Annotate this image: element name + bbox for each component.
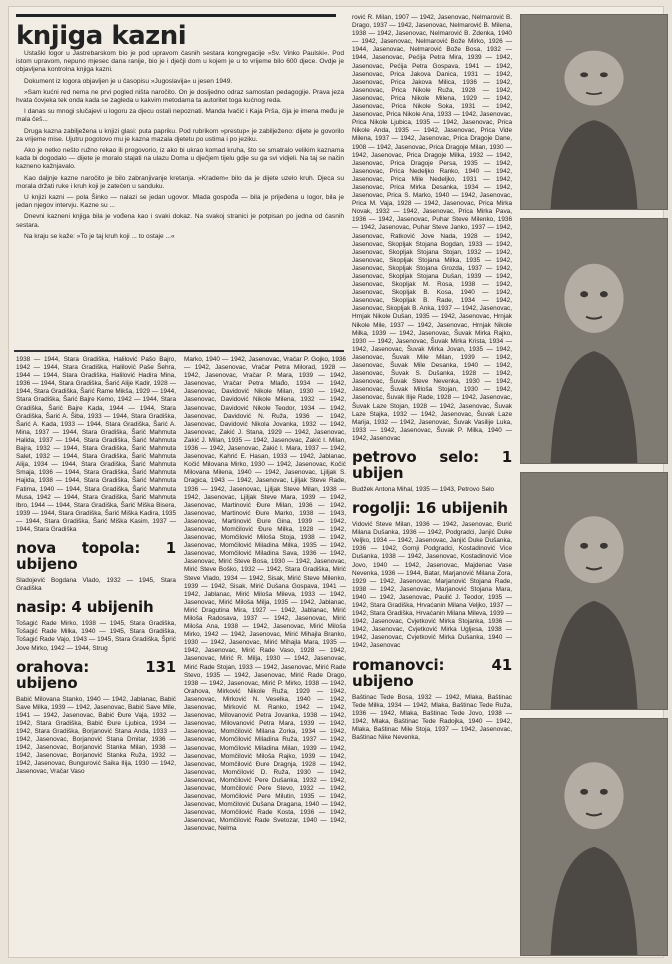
intro-paragraph: Ustaški logor u Jastrebarskom bio je pod upravom časnih sestara kongregacije »Sv. Vinko Paulski«. Pod istom upravom, nepuno mjesec dana ranije, bio je i dječji dom u kojem je u to vrijeme bilo 600 djece. Ovdje je objavljena kontrolna knjiga kazni.	[16, 50, 344, 74]
child-photo-1	[520, 14, 668, 210]
victim-list: Budžek Antona Mihal, 1935 — 1943, Petrovo Selo	[352, 485, 495, 493]
newspaper-page	[8, 6, 664, 958]
intro-paragraph: Kao daljnje kazne naročito je bilo zabranjivanje kretanja. »Kradem« bilo da je dijete uzelo kruh. Djeca su morala držati ruke i kruh koji je zatečen u sanduku.	[16, 174, 344, 190]
child-photo-4	[520, 718, 668, 956]
child-photo-icon	[521, 473, 667, 709]
section-divider	[14, 350, 344, 352]
page-title: knjiga kazni	[16, 14, 336, 51]
village-heading: nova topola: 1 ubijeno	[16, 539, 176, 574]
victim-list: Baštinac Tede Bosa, 1932 — 1942, Mlaka, Baštinac Tede Milka, 1934 — 1942, Mlaka, Baštinac Tede Ruža, 1936 — 1942, Mlaka, Baštinac Tede Jovo, 1938 — 1942, Mlaka, Baštinac Tede Radojka, 1940 — 1942, Mlaka, Baštinac Mile Stoja, 1937 — 1942, Jasenovac, Baštinac Nike Nevenka,	[352, 693, 512, 742]
victims-column-1	[16, 356, 176, 956]
victim-list: Sladojević Bogdana Vlado, 1932 — 1945, Stara Gradiška	[16, 577, 176, 593]
victim-list: Vidović Steve Milan, 1936 — 1942, Jasenovac, Đurić Milana Dušanka, 1936 — 1942, Podgradci, Janjić Duke Veljko, 1934 — 1942, Jasenovac, Janjić Duke Dušanka, 1936 — 1942, Gornji Podgradci, Kostadinović Vice Dušanka, 1938 — 1942, Jasenovac, Kostadinović Vice Jovo, 1940 — 1942, Jasenovac, Majdenac Vase Nevenka, 1936 — 1944, Batar, Marjanović Milana Zora, 1929 — 1942, Jasenovac, Marjanović Stojana Rade, 1938 — 1942, Jasenovac, Marjanović Stojana Mara, 1940 — 1942, Jasenovac, Paulić J. Teodor, 1935 — 1942, Stara Gradiška, Hrvaćanin Milana Veljko, 1937 — 1942, Stara Gradiška, Hrvaćanin Milana Mileva, 1939 — 1942, Jasenovac, Cvjetković Mirka Stojanka, 1936 — 1942, Jasenovac, Cvjetković Mirka Ugljesa, 1938 — 1942, Jasenovac, Cvjetković Mirka Dušanka, 1940 — 1942, Jasenovac	[352, 521, 512, 650]
victim-list: rović R. Milan, 1907 — 1942, Jasenovac, Nelmarović B. Drago, 1937 — 1942, Jasenovac, Nelmarović B. Milena, 1938 — 1942, Jasenovac, Nelmarović B. Zdenka, 1940 — 1942, Jasenovac, Nelmarović Bože Mirko, 1926 — 1944, Jasenovac, Nelmarović Bože Bosa, 1932 — 1944, Jasenovac, Pećija Petra Mira, 1939 — 1942, Jasenovac, Pećija Petra Gospava, 1941 — 1942, Jasenovac, Prica Jakova Danica, 1931 — 1942, Jasenovac, Prica Jakova Milica, 1936 — 1942, Jasenovac, Prica Nikole Ruža, 1928 — 1942, Jasenovac, Prica Nikole Milena, 1929 — 1942, Jasenovac, Prica Nikole Soka, 1931 — 1942, Jasenovac, Prica Nikole Ana, 1933 — 1942, Jasenovac, Prica Nikole Ljubica, 1935 — 1942, Jasenovac, Prica Nikole Anda, 1935 — 1942, Jasenovac, Prica Vide Milena, 1937 — 1942, Jasenovac, Prica Dragoje Dane, 1908 — 1942, Jasenovac, Prica Dragoje Milan, 1930 — 1942, Jasenovac, Prica Dragoje Milka, 1932 — 1942, Jasenovac, Prica Dragoje Persa, 1935 — 1942, Jasenovac, Prica Nedeljko Ranko, 1940 — 1942, Jasenovac, Prica Mile Nedeljko, 1931 — 1942, Jasenovac, Prica Mirka Desanka, 1934 — 1942, Jasenovac, Prica S. Marko, 1940 — 1942, Jasenovac, Prica M. Vaja, 1928 — 1942, Jasenovac, Prica Mirka Novak, 1932 — 1942, Jasenovac, Prica Mirka Pava, 1936 — 1942, Jasenovac, Puhar Steve Milenko, 1936 — 1942, Jasenovac, Puhar Steve Janko, 1937 — 1942, Jasenovac, Ratković Jove Nada, 1928 — 1942, Jasenovac, Skopljak Stojana Bogdan, 1933 — 1942, Jasenovac, Skopljak Stojana Stojan, 1932 — 1942, Jasenovac, Skopljak Stojana Milka, 1935 — 1942, Jasenovac, Skopljak Stojana Grozda, 1937 — 1942, Jasenovac, Skopljak Stojana Dušan, 1939 — 1942, Jasenovac, Skopljak M. Rosa, 1938 — 1942, Jasenovac, Skopljak B. Kosa, 1940 — 1942, Jasenovac, Skopljak B. Rade, 1934 — 1942, Jasenovac, Skopljak B. Anka, 1937 — 1942, Jasenovac, Hrnjak Nikole Dušan, 1935 — 1942, Jasenovac, Hrnjak Nikole Mile, 1937 — 1942, Jasenovac, Hrnjak Nikole Milka, 1939 — 1942, Jasenovac, Šuvak Mirka Rajko, 1930 — 1942, Jasenovac, Šuvak Mirka Krista, 1934 — 1942, Jasenovac, Šuvak Mirka Jovan, 1935 — 1942, Jasenovac, Šuvak Mile Milan, 1939 — 1942, Jasenovac, Šuvak Mile Desanka, 1940 — 1942, Jasenovac, Šuvak S. Dušanka, 1928 — 1942, Jasenovac, Šuvak Steve Nevenka, 1930 — 1942, Jasenovac, Šuvak Miloša Stojan, 1930 — 1942, Jasenovac, Šuvak Ilije Rade, 1928 — 1942, Jasenovac, Šuvak Laze Stojan, 1928 — 1942, Jasenovac, Šuvak Laze Stajka, 1932 — 1942, Jasenovac, Šuvak Laze Marija, 1932 — 1942, Jasenovac, Šuvak Vasilije Luka, 1933 — 1942, Jasenovac, Šuvak P. Milka, 1940 — 1942, Jasenovac	[352, 14, 512, 442]
child-photo-icon	[521, 219, 667, 463]
village-heading: petrovo selo: 1 ubijen	[352, 447, 512, 482]
victims-column-2	[184, 356, 346, 956]
intro-paragraph: U knjizi kazni — pola Šinko — nalazi se jedan ugovor. Mlada gospođa — bila je prijeđena u logor, bila je jedan njegov intervju. Kazne su ...	[16, 194, 344, 210]
village-heading: orahova: 131 ubijeno	[16, 657, 176, 692]
village-heading: romanovci: 41 ubijeno	[352, 655, 512, 690]
intro-paragraph: Dokument iz logora objavljen je u časopisu »Jugoslavija« u jesen 1949.	[24, 77, 233, 85]
child-photo-icon	[521, 719, 667, 955]
intro-paragraph: Na kraju se kaže: »To je taj kruh koji ... to ostaje ...«	[24, 232, 175, 240]
child-photo-3	[520, 472, 668, 710]
child-photo-2	[520, 218, 668, 464]
intro-paragraph: Druga kazna zabilježena u knjizi glasi: puta papriku. Pod rubrikom »prestup« je zabilježeno: dijete je govorilo za vrijeme mise. Ujutru pogotovo mu je kazna mazala djetetu po ustima i po jeziku.	[16, 127, 344, 143]
intro-paragraph: Ako je netko nešto ružno rekao ili progovorio, iz ako bi ukrao komad kruha, što se smatralo velikim kaznama kada bi dogodalo — dijete je moralo stajati na ulazu Doma u dječjem tijelu gdje su ga svi vidjeli. Na taj se način kazneno kažnjavalo.	[16, 147, 344, 171]
intro-paragraph: »Sam kućni red nema ne prvi pogled ništa naročito. On je dosljedno odraz samostan pedagogije. Prava jeza hvata čovjeka tek onda kada se zagleda u kakvim metodama ta autoritet toga kućnog reda.	[16, 88, 344, 105]
intro-paragraph: Dnevni kazneni knjiga bila je vođena kao i svaki dokaz. Na svakoj stranici je potpisan po jedna od časnih sestara.	[16, 213, 344, 229]
photo-strip	[520, 14, 668, 956]
village-heading: nasip: 4 ubijenih	[16, 598, 154, 617]
child-photo-icon	[521, 15, 667, 209]
victim-list: Marko, 1940 — 1942, Jasenovac, Vračar P. Gojko, 1936 — 1942, Jasenovac, Vračar Petra Milorad, 1928 — 1942, Jasenovac, Vračar P. Mara, 1939 — 1942, Jasenovac, Vračar Petra Mlađo, 1934 — 1942, Jasenovac, Davidović Nikole Milan, 1930 — 1942, Jasenovac, Davidović Nikole Milena, 1932 — 1942, Jasenovac, Davidović Nikole Teodor, 1934 — 1942, Jasenovac, Davidović N. Ruža, 1936 — 1942, Jasenovac, Davidović Nikola Jovanka, 1932 — 1942, Jasenovac, Zakić J. Stana, 1929 — 1942, Jasenovac, Zakić J. Milan, 1935 — 1942, Jasenovac, Zakić I. Milan, 1936 — 1942, Jasenovac, Zakić I. Mara, 1937 — 1942, Jasenovac, Kahrić E. Hasan, 1933 — 1942, Jablanac, Kočić Milovana Mirko, 1930 — 1942, Jasenovac, Kočić Milovana Milena, 1940 — 1942, Jasenovac, Ljiljak S. Dragica, 1943 — 1942, Jasenovac, Ljiljak Steve Rade, 1936 — 1942, Jasenovac, Ljiljak Steve Milan, 1938 — 1942, Jasenovac, Ljiljak Steve Mara, 1939 — 1942, Jasenovac, Martinović Đure Milan, 1936 — 1942, Jasenovac, Martinović Đure Marko, 1938 — 1943, Jasenovac, Martinović Đure Gina, 1939 — 1942, Jasenovac, Momčilović Đure Milka, 1928 — 1942, Jasenovac, Momčilović Miloša Stoja, 1938 — 1942, Jasenovac, Momčilović Miladina Milka, 1935 — 1942, Jasenovac, Momčilović Miladina Sava, 1936 — 1942, Jasenovac, Mirić Steve Bosa, 1930 — 1942, Jasenovac, Mirić Steve Boško, 1932 — 1942, Stara Gradiška, Mirić Steve Vlado, 1934 — 1942, Sisak, Mirić Steve Milenko, 1939 — 1942, Sisak, Mirić Dušana Gospava, 1941 — 1942, Jablanac, Mirić Miloša Mileva, 1933 — 1942, Jasenovac, Mirić Miloša Milja, 1935 — 1942, Jablanac, Mirić Dragutina Mira, 1927 — 1942, Jablanac, Mirić Miloša Radosava, 1937 — 1942, Jasenovac, Mirić Miloša Ana, 1938 — 1942, Jasenovac, Mirić Miloša Mirko, 1942 — 1942, Jasenovac, Mirić Mihajla Branko, 1930 — 1942, Jasenovac, Mirić Mihajla Mara, 1935 — 1942, Jasenovac, Mirić Rade Vaso, 1928 — 1942, Jasenovac, Mirić R. Milja, 1930 — 1942, Jasenovac, Mirić Rade Stojan, 1933 — 1942, Jasenovac, Mirić Rade Stevo, 1935 — 1942, Jasenovac, Mirić Rade Drago, 1938 — 1942, Jasenovac, Mirić P. Mirko, 1938 — 1942, Orahova, Mirković Nikole Ruža, 1929 — 1942, Jasenovac, Mirković N. Veselka, 1940 — 1942, Jasenovac, Mirković M. Ranko, 1942 — 1942, Jasenovac, Milovanović Petra Jovanka, 1938 — 1942, Jasenovac, Milovanović Petra Mara, 1939 — 1942, Jasenovac, Momčilović Milana Zorka, 1934 — 1942, Jasenovac, Momčilović Miladina Ruža, 1937 — 1942, Jasenovac, Momčilović Miladina Milan, 1939 — 1942, Jasenovac, Momčilović Miloša Rajko, 1939 — 1942, Jasenovac, Momčilović Đure Dragnja, 1928 — 1942, Jasenovac, Momčilović D. Ruža, 1930 — 1942, Jasenovac, Momčilović Pere Dušanka, 1932 — 1942, Jasenovac, Momčilović Pere Stevo, 1932 — 1942, Jasenovac, Momčilović Pere Milutin, 1935 — 1942, Jasenovac, Momčilović Dušana Dragana, 1940 — 1942, Jasenovac, Momčilović Rade Kosta, 1936 — 1942, Jasenovac, Momčilović Rade Svetozar, 1940 — 1942, Jasenovac, Nelma	[184, 356, 346, 833]
victim-list: Babić Milovana Stanko, 1940 — 1942, Jablanac, Babić Save Milka, 1939 — 1942, Jasenovac, Babić Save Mile, 1941 — 1942, Jasenovac, Babić Đure Vaja, 1932 — 1942, Stara Gradiška, Babić Đure Ljubica, 1934 — 1942, Stara Gradiška, Borjanović Stana Anda, 1933 — 1942, Jasenovac, Borjanović Stana Dmitar, 1936 — 1942, Jasenovac, Borjanović Stanka Milan, 1938 — 1942, Jasenovac, Borjanović Stanka Ruža, 1932 — 1942, Jasenovac, Bungurović Saika Ilija, 1930 — 1942, Jasenovac, Vračar Vaso	[16, 695, 176, 776]
village-heading: rogolji: 16 ubijenih	[352, 499, 508, 518]
victims-column-3	[352, 14, 512, 956]
victim-list: 1938 — 1944, Stara Gradiška, Halilović Pašo Bajro, 1942 — 1944, Stara Gradiška, Halilović Paše Šehra, 1944 — 1944, Stara Gradiška, Halilović Hadira Mina, 1936 — 1944, Stara Gradiška, Šarić Alije Kadir, 1928 — 1944, Stara Gradiška, Šarić Rame Mikša, 1929 — 1944, Stara Gradiška, Šarić Bajre Kemo, 1942 — 1944, Stara Gradiška, Šarić Bajre Kada, 1944 — 1944, Stara Gradiška, Šarić A. Šiba, 1933 — 1944, Stara Gradiška, Šarić A. Kada, 1933 — 1944, Stara Gradiška, Šarić A. Mina, 1937 — 1944, Stara Gradiška, Šarić Mahmuta Halida, 1937 — 1944, Stara Gradiška, Šarić Mahmuta Bajra, 1932 — 1944, Stara Gradiška, Šarić Mahmuta Salet, 1932 — 1944, Stara Gradiška, Šarić Mahmuta Alija, 1934 — 1944, Stara Gradiška, Šarić Mahmuta Smaja, 1936 — 1944, Stara Gradiška, Šarić Mahmuta Hajida, 1938 — 1944, Stara Gradiška, Šarić Mahmuta Fatima, 1940 — 1944, Stara Gradiška, Šarić Mahmuta Musa, 1942 — 1944, Stara Gradiška, Šarić Mahmuta Ibro, 1944 — 1944, Stara Gradiška, Šarić Miška Bisera, 1939 — 1944, Stara Gradiška, Šarić Miška Kadira, 1935 — 1944, Stara Gradiška, Šarić Miška Kasim, 1937 — 1944, Stara Gradiška	[16, 356, 176, 533]
intro-paragraph: I danas su mnogi slučajevi u logoru za djecu ostali nepoznati. Manda Ivačić i Kaja Prša, čija je imena među je mala češ...	[16, 108, 344, 124]
intro-text	[16, 50, 344, 346]
victim-list: Tošagić Rade Mirko, 1938 — 1945, Stara Gradiška, Tošagić Rade Milka, 1940 — 1945, Stara Gradiška, Tošagić Rade Vajo, 1943 — 1945, Stara Gradiška, Šprić Jove Mirko, 1942 — 1944, Strug	[16, 620, 176, 652]
